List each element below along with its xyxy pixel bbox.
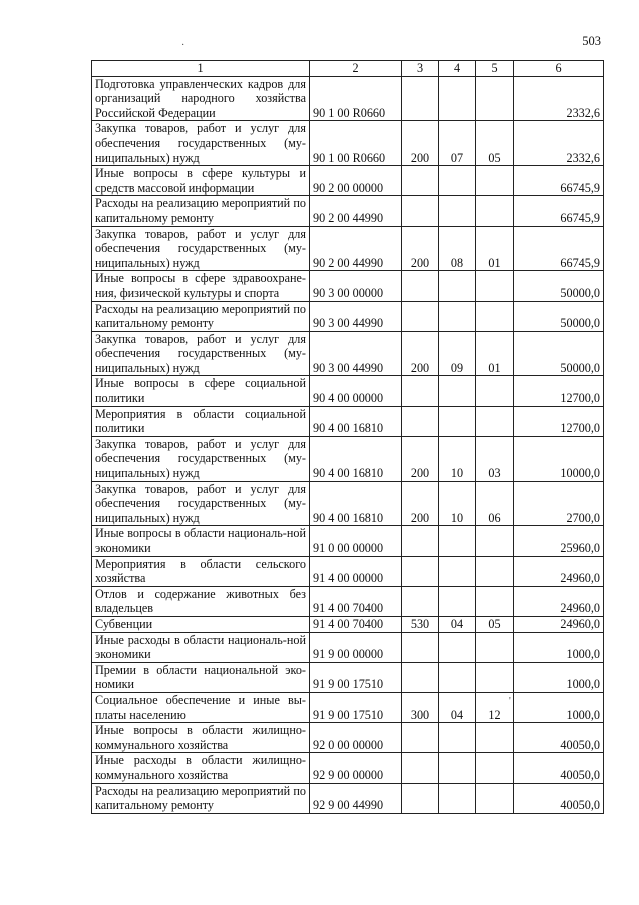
cell-pr: 01 xyxy=(476,226,514,271)
cell-name: Мероприятия в области социальной политики xyxy=(92,406,310,436)
cell-sum: 12700,0 xyxy=(514,376,604,406)
cell-csr: 91 0 00 00000 xyxy=(310,526,402,556)
cell-csr: 90 2 00 44990 xyxy=(310,196,402,226)
cell-csr: 91 4 00 70400 xyxy=(310,586,402,616)
cell-csr: 90 4 00 16810 xyxy=(310,436,402,481)
cell-name: Мероприятия в области сельского хозяйства xyxy=(92,556,310,586)
cell-pr xyxy=(476,376,514,406)
cell-csr: 90 4 00 16810 xyxy=(310,406,402,436)
cell-vr: 200 xyxy=(402,331,439,376)
budget-table xyxy=(91,60,604,814)
cell-sum: 2700,0 xyxy=(514,481,604,526)
cell-rz xyxy=(439,526,476,556)
cell-sum: 1000,0 xyxy=(514,692,604,722)
cell-sum: 40050,0 xyxy=(514,783,604,813)
scan-mark: · xyxy=(181,40,185,51)
cell-name: Закупка товаров, работ и услуг для обеспечения государственных (му-ниципальных) нужд xyxy=(92,121,310,166)
table-row xyxy=(92,226,604,271)
cell-csr: 91 4 00 70400 xyxy=(310,616,402,632)
cell-csr: 92 9 00 00000 xyxy=(310,753,402,783)
cell-sum: 50000,0 xyxy=(514,271,604,301)
cell-name: Иные вопросы в сфере культуры и средств массовой информации xyxy=(92,166,310,196)
cell-csr: 90 3 00 44990 xyxy=(310,301,402,331)
table-row xyxy=(92,692,604,722)
cell-pr: 05 xyxy=(476,616,514,632)
cell-name: Закупка товаров, работ и услуг для обеспечения государственных (му-ниципальных) нужд xyxy=(92,436,310,481)
cell-csr: 90 1 00 R0660 xyxy=(310,121,402,166)
cell-sum: 2332,6 xyxy=(514,121,604,166)
cell-sum: 50000,0 xyxy=(514,301,604,331)
cell-vr xyxy=(402,406,439,436)
cell-pr: 06 xyxy=(476,481,514,526)
cell-pr xyxy=(476,556,514,586)
cell-csr: 91 9 00 00000 xyxy=(310,632,402,662)
table-row xyxy=(92,481,604,526)
table-row xyxy=(92,331,604,376)
table-row xyxy=(92,166,604,196)
cell-pr xyxy=(476,723,514,753)
cell-csr: 90 3 00 00000 xyxy=(310,271,402,301)
cell-rz xyxy=(439,753,476,783)
cell-csr: 92 9 00 44990 xyxy=(310,783,402,813)
cell-rz: 10 xyxy=(439,481,476,526)
cell-sum: 66745,9 xyxy=(514,196,604,226)
cell-sum: 24960,0 xyxy=(514,616,604,632)
cell-rz xyxy=(439,271,476,301)
cell-pr xyxy=(476,783,514,813)
column-header: 3 xyxy=(402,61,439,77)
cell-pr: 12 xyxy=(476,692,514,722)
cell-csr: 90 1 00 R0660 xyxy=(310,76,402,121)
cell-vr xyxy=(402,526,439,556)
cell-rz xyxy=(439,76,476,121)
cell-sum: 40050,0 xyxy=(514,723,604,753)
table-row xyxy=(92,753,604,783)
cell-vr xyxy=(402,76,439,121)
cell-name: Иные расходы в области националь-ной экономики xyxy=(92,632,310,662)
cell-pr xyxy=(476,406,514,436)
cell-name: Расходы на реализацию мероприятий по капитальному ремонту xyxy=(92,301,310,331)
cell-pr: 01 xyxy=(476,331,514,376)
table-row xyxy=(92,196,604,226)
table-row xyxy=(92,376,604,406)
cell-vr xyxy=(402,271,439,301)
table-row xyxy=(92,783,604,813)
cell-vr xyxy=(402,301,439,331)
cell-pr xyxy=(476,632,514,662)
cell-sum: 24960,0 xyxy=(514,556,604,586)
table-row xyxy=(92,121,604,166)
cell-vr xyxy=(402,783,439,813)
cell-sum: 12700,0 xyxy=(514,406,604,436)
cell-pr xyxy=(476,526,514,556)
cell-vr: 300 xyxy=(402,692,439,722)
table-row xyxy=(92,406,604,436)
cell-name: Отлов и содержание животных без владельцев xyxy=(92,586,310,616)
cell-pr xyxy=(476,301,514,331)
cell-rz xyxy=(439,556,476,586)
cell-rz xyxy=(439,723,476,753)
table-row xyxy=(92,662,604,692)
cell-vr xyxy=(402,662,439,692)
cell-csr: 90 4 00 00000 xyxy=(310,376,402,406)
cell-vr: 200 xyxy=(402,481,439,526)
cell-rz xyxy=(439,632,476,662)
cell-rz xyxy=(439,586,476,616)
column-header: 6 xyxy=(514,61,604,77)
cell-pr: 03 xyxy=(476,436,514,481)
page-number: 503 xyxy=(582,34,601,48)
scan-mark: ' xyxy=(509,696,511,707)
cell-rz xyxy=(439,301,476,331)
table-row xyxy=(92,301,604,331)
cell-pr xyxy=(476,662,514,692)
cell-name: Иные вопросы в сфере здравоохране-ния, физической культуры и спорта xyxy=(92,271,310,301)
cell-rz xyxy=(439,662,476,692)
cell-pr xyxy=(476,586,514,616)
cell-name: Расходы на реализацию мероприятий по капитальному ремонту xyxy=(92,196,310,226)
cell-vr xyxy=(402,586,439,616)
cell-rz xyxy=(439,783,476,813)
table-row xyxy=(92,632,604,662)
cell-vr xyxy=(402,723,439,753)
cell-rz: 04 xyxy=(439,616,476,632)
table-body xyxy=(92,76,604,813)
cell-sum: 40050,0 xyxy=(514,753,604,783)
column-header: 1 xyxy=(92,61,310,77)
cell-rz xyxy=(439,376,476,406)
cell-name: Расходы на реализацию мероприятий по капитальному ремонту xyxy=(92,783,310,813)
cell-rz: 07 xyxy=(439,121,476,166)
cell-csr: 91 9 00 17510 xyxy=(310,692,402,722)
header-row xyxy=(92,61,604,77)
column-header: 5 xyxy=(476,61,514,77)
cell-pr xyxy=(476,196,514,226)
cell-sum: 1000,0 xyxy=(514,632,604,662)
cell-sum: 2332,6 xyxy=(514,76,604,121)
cell-name: Подготовка управленческих кадров для организаций народного хозяйства Российской Федерации xyxy=(92,76,310,121)
cell-csr: 91 4 00 00000 xyxy=(310,556,402,586)
table-row xyxy=(92,436,604,481)
cell-csr: 90 4 00 16810 xyxy=(310,481,402,526)
cell-rz: 10 xyxy=(439,436,476,481)
table-row xyxy=(92,616,604,632)
table-row xyxy=(92,76,604,121)
cell-name: Иные расходы в области жилищно-коммунального хозяйства xyxy=(92,753,310,783)
cell-csr: 90 2 00 00000 xyxy=(310,166,402,196)
cell-rz: 09 xyxy=(439,331,476,376)
table-row xyxy=(92,556,604,586)
cell-vr: 530 xyxy=(402,616,439,632)
cell-pr xyxy=(476,753,514,783)
cell-name: Закупка товаров, работ и услуг для обеспечения государственных (му-ниципальных) нужд xyxy=(92,226,310,271)
cell-rz xyxy=(439,196,476,226)
cell-csr: 92 0 00 00000 xyxy=(310,723,402,753)
cell-vr xyxy=(402,196,439,226)
cell-rz xyxy=(439,166,476,196)
table-row xyxy=(92,526,604,556)
cell-pr: 05 xyxy=(476,121,514,166)
cell-name: Иные вопросы в области националь-ной экономики xyxy=(92,526,310,556)
cell-name: Субвенции xyxy=(92,616,310,632)
cell-pr xyxy=(476,76,514,121)
cell-rz xyxy=(439,406,476,436)
cell-rz: 04 xyxy=(439,692,476,722)
cell-sum: 50000,0 xyxy=(514,331,604,376)
cell-pr xyxy=(476,271,514,301)
cell-sum: 24960,0 xyxy=(514,586,604,616)
cell-sum: 66745,9 xyxy=(514,226,604,271)
cell-sum: 1000,0 xyxy=(514,662,604,692)
cell-rz: 08 xyxy=(439,226,476,271)
cell-name: Иные вопросы в сфере социальной политики xyxy=(92,376,310,406)
cell-pr xyxy=(476,166,514,196)
cell-name: Закупка товаров, работ и услуг для обеспечения государственных (му-ниципальных) нужд xyxy=(92,331,310,376)
cell-vr: 200 xyxy=(402,226,439,271)
cell-vr xyxy=(402,753,439,783)
cell-sum: 10000,0 xyxy=(514,436,604,481)
cell-name: Закупка товаров, работ и услуг для обеспечения государственных (му-ниципальных) нужд xyxy=(92,481,310,526)
cell-name: Премии в области национальной эко-номики xyxy=(92,662,310,692)
table-row xyxy=(92,271,604,301)
cell-vr xyxy=(402,556,439,586)
cell-vr xyxy=(402,376,439,406)
table-row xyxy=(92,586,604,616)
cell-name: Иные вопросы в области жилищно-коммунального хозяйства xyxy=(92,723,310,753)
cell-vr: 200 xyxy=(402,436,439,481)
cell-csr: 90 2 00 44990 xyxy=(310,226,402,271)
column-header: 2 xyxy=(310,61,402,77)
cell-vr: 200 xyxy=(402,121,439,166)
cell-vr xyxy=(402,632,439,662)
cell-name: Социальное обеспечение и иные вы-платы населению xyxy=(92,692,310,722)
cell-csr: 90 3 00 44990 xyxy=(310,331,402,376)
cell-csr: 91 9 00 17510 xyxy=(310,662,402,692)
cell-sum: 25960,0 xyxy=(514,526,604,556)
cell-vr xyxy=(402,166,439,196)
column-header: 4 xyxy=(439,61,476,77)
table-row xyxy=(92,723,604,753)
cell-sum: 66745,9 xyxy=(514,166,604,196)
